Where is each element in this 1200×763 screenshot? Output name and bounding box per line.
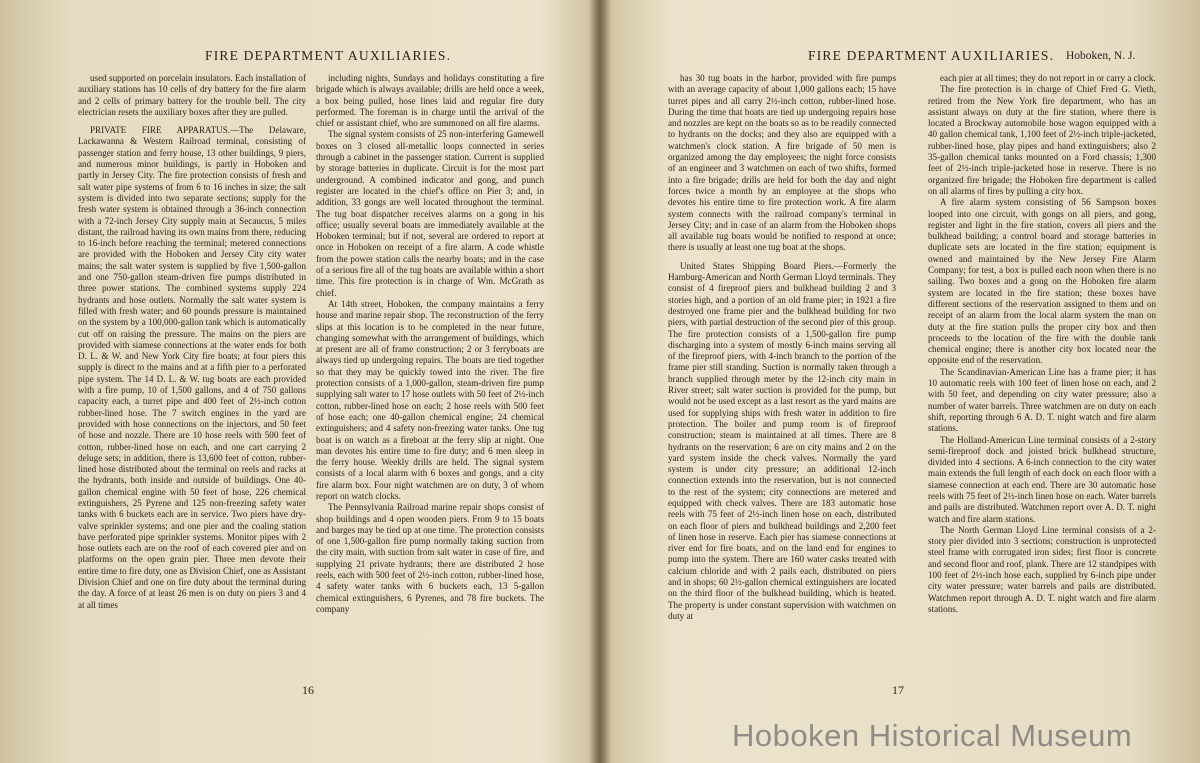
paragraph: United States Shipping Board Piers.—Formerly the Hamburg-American and North German Lloyd terminals. They consist of 4 fireproof piers and bulkhead building 2 and 3 stories high, and a portion of an old frame pier; in 1921 a fire destroyed one frame pier and the bulkhead building for two piers, with partial destruction of the second pier of this group. The fire protection consists of a 1,500-gallon fire pump discharging into a system of mostly 6-inch mains serving all of the fireproof piers, with 4-inch branch to the portion of the frame pier still standing. Suction is normally taken through a branch supplied through meter by the 12-inch city main in River street; salt water suction is provided for the pump, but would not be used except as a last resort as the yard mains are used for supplying ships with fresh water in addition to fire protection. The boiler and pump room is of fireproof construction; steam is maintained at all times. There are 8 hydrants on the reservation; 6 are on city mains and 2 on the yard system inside the check valves. Normally the yard system is under city pressure; an additional 12-inch connection extends into the reservation, but is not connected to the rest of the system; city connections are metered and equipped with check valves. There are 183 automatic hose reels with 75 feet of 2½-inch linen hose on each, distributed on each floor of piers and bulkhead buildings and 2,200 feet of linen hose in reserve. Each pier has siamese connections at river end for fire boats, and on the land end for engines to pump into the system. There are 160 water casks treated with calcium chloride and with 2 pails each, distributed on piers and in shops; 60 2½-gallon chemical extinguishers are located on the third floor of the bulkhead building, which is heated. The property is under constant supervision with watchmen on duty at bbox=[668, 260, 896, 621]
paragraph: The North German Lloyd Line terminal consists of a 2-story pier divided into 3 sections; construction is unprotected steel frame with corrugated iron sides; first floor is concrete and second floor and roof, plank. There are 12 standpipes with 100 feet of 2½-inch hose each, supplied by 6-inch pipe under city water pressure; water barrels and pails are distributed. Watchmen report through A. D. T. night watch and fire alarm stations. bbox=[928, 524, 1156, 614]
text-column-right-b bbox=[928, 73, 1156, 709]
paragraph: The fire protection is in charge of Chief Fred G. Vieth, retired from the New York fire department, who has an assistant always on duty at the fire station, where there is located a Brockway automobile hose wagon equipped with a 40 gallon chemical tank, 1,100 feet of 2½-inch triple-jacketed, rubber-lined hose, play pipes and hand extinguishers; also 2 35-gallon chemical tanks mounted on a Ford chassis; 1,300 feet of 2½-inch triple-jacketed hose in reserve. There is no organized fire brigade; the Hoboken fire department is called on all alarms of fires by pulling a city box. bbox=[928, 84, 1156, 196]
paragraph: The Scandinavian-American Line has a frame pier; it has 10 automatic reels with 100 feet of linen hose on each, and 2 with 50 feet, and depending on city water pressure; also a number of water barrels. Three watchmen are on duty on each shift, reporting through 6 A. D. T. night watch and fire alarm stations. bbox=[928, 366, 1156, 434]
running-head: FIRE DEPARTMENT AUXILIARIES. bbox=[808, 48, 1055, 63]
paragraph: The Holland-American Line terminal consists of a 2-story semi-fireproof dock and joisted brick bulkhead structure, divided into 4 sections. A 6-inch connection to the city water main extends the full length of each dock on each floor with a siamese connection at each end. There are 30 automatic hose reels with 75 feet of 2½-inch linen hose on each. Water barrels and pails are distributed. Watchmen report over A. D. T. night watch and fire alarm stations. bbox=[928, 434, 1156, 524]
museum-watermark: Hoboken Historical Museum bbox=[732, 718, 1133, 753]
paragraph: including nights, Sundays and holidays constituting a fire brigade which is always available; drills are held once a week, a box being pulled, hose lines laid and regular fire duty performed. The foreman is in charge until the arrival of the chief or assistant chief, who are summoned on all fire alarms. bbox=[316, 73, 544, 129]
text-column-left-a bbox=[78, 73, 306, 679]
paragraph: each pier at all times; they do not report in or carry a clock. bbox=[940, 73, 1156, 83]
paragraph: PRIVATE FIRE APPARATUS.—The Delaware, Lackawanna & Western Railroad terminal, consisting of passenger station and ferry house, 13 other buildings, 9 piers, and numerous minor buildings, is partly in Hoboken and partly in Jersey City. The fire protection consists of fresh and salt water pipe systems of from 6 to 16 inches in size; the salt system is divided into two separate sections; supply for the fresh water system is obtained through a 36-inch connection with a 72-inch Jersey City supply main at Secaucus, 5 miles distant, the railroad having its own mains from there, reducing to 16-inch before reaching the terminal; metered connections are provided with the Hoboken and Jersey City city water mains; the salt water system is supplied by five 1,500-gallon and one 750-gallon steam-driven fire pumps distributed in three power stations. The combined systems supply 224 hydrants and hose outlets. Normally the salt water system is filled with fresh water; and 60 pounds pressure is maintained on the system by a 100,000-gallon tank which is automatically cut off on raising the pressure. The mains on the piers are provided with siamese connections at the water ends for both D. L. & W. and New York City fire boats; at four piers this supply is direct to the mains and at a fifth pier to a perforated pipe system. The 14 D. L. & W. tug boats are each provided with a fire pump, 10 of 1,500 gallons, and 4 of 750 gallons capacity each, a turret pipe and 400 feet of 2½-inch cotton rubber-lined hose. The 7 switch engines in the yard are provided with hose connections on the injectors, and 50 feet of hose and nozzle. There are 10 hose reels with 500 feet of cotton, rubber-lined hose on each, and one cart carrying 2 deluge sets; in addition, there is 13,600 feet of cotton, rubber-lined hose distributed about the terminal on reels and racks at the hydrants, both inside and outside of buildings. One 40-gallon chemical engine with 50 feet of hose, 226 chemical extinguishers, 25 Pyrene and 125 non-freezing safety water tanks with 6 buckets each are in service. Two piers have dry-valve sprinkler systems; and one pier and the coaling station have perforated pipe sprinkler systems. Monitor pipes with 2 hose outlets each are on the roof of each covered pier and on platforms on the open grain pier. Three men devote their entire time to fire duty, one as Division Chief, one as Assistant Division Chief and one on fire duty about the terminal during the day. A force of at least 26 men is on duty on piers 3 and 4 at all times bbox=[78, 125, 306, 610]
paragraph: A fire alarm system consisting of 56 Sampson boxes looped into one circuit, with gongs on all piers, and gong, register and light in the fire station, covers all piers and the bulkhead building; a control board and storage batteries in duplicate sets are located in the fire station; equipment is owned and maintained by the New Jersey Fire Alarm Company; for test, a box is pulled each noon when there is no sailing. Two boxes and a gong on the Hoboken fire alarm system are located in the fire station; these boxes have different sections of the reservation assigned to them and on receipt of an alarm from the local alarm system the man on duty at the fire station pulls the proper city box and then proceeds to the location of the fire with the double tank chemical engine; there is another city box located near the opposite end of the reservation. bbox=[928, 197, 1156, 366]
running-head: FIRE DEPARTMENT AUXILIARIES. bbox=[205, 48, 452, 63]
paragraph: used supported on porcelain insulators. Each installation of auxiliary stations has 10 cells of dry battery for the fire alarm and 2 cells of primary battery for the trouble bell. The city electrician resets the auxiliary boxes after they are pulled. bbox=[78, 73, 306, 117]
paragraph: The Pennsylvania Railroad marine repair shops consist of shop buildings and 4 open wooden piers. From 9 to 15 boats and barges may be tied up at one time. The protection consists of one 1,500-gallon fire pump normally taking suction from the city main, with suction from salt water in case of fire, and supplying 21 private hydrants; there are distributed 2 hose reels, each with 500 feet of 2½-inch cotton, rubber-lined hose, 4 safety water tanks with 6 buckets each, 13 5-gallon chemical extinguishers, 6 Pyrenes, and 78 fire buckets. The company bbox=[316, 502, 544, 614]
paragraph: The signal system consists of 25 non-interfering Gamewell boxes on 3 closed all-metallic loops connected in series through a cabinet in the passenger station. Current is supplied by storage batteries in duplicate. Circuit is for the most part underground. A combined indicator and gong, and punch register are located in the chief's office on Pier 3; and, in addition, 33 gongs are well located throughout the terminal. The tug boat dispatcher receives alarms on a gong in his office; usually several boats are immediately available at the Hoboken terminal; but if not, several are ordered to report at once in Hoboken on receipt of a fire alarm. A code whistle from the power station calls the nearby boats; and in the case of a serious fire all of the tug boats are available within a short time. This fire protection is in charge of Wm. McGrath as chief. bbox=[316, 129, 544, 298]
right-page bbox=[600, 0, 1200, 763]
page-number: 16 bbox=[302, 683, 314, 697]
paragraph: At 14th street, Hoboken, the company maintains a ferry house and marine repair shop. The reconstruction of the ferry slips at this location is to be completed in the near future, changing somewhat with the arrangement of buildings, which at present are all of frame construction; 2 or 3 ferryboats are always tied up undergoing repairs. The boats are tied together so that they may be quickly towed into the river. The fire protection consists of a 1,000-gallon, steam-driven fire pump supplying salt water to 17 hose outlets with 50 feet of 2½-inch cotton, rubber-lined hose on each; 2 hose reels with 500 feet of hose each; one 40-gallon chemical engine; 24 chemical extinguishers; and 4 safety non-freezing water tanks. One tug boat is on watch as a fireboat at the ferry slip at night. One man devotes his entire time to fire duty; and 6 men sleep in the ferry house. Weekly drills are held. The signal system consists of a local alarm with 6 boxes and gongs, and a city fire alarm box. Four night watchmen are on duty, 3 of whom report on watch clocks. bbox=[316, 298, 544, 501]
running-place: Hoboken, N. J. bbox=[1066, 50, 1136, 62]
page-number: 17 bbox=[892, 683, 904, 697]
text-column-left-b bbox=[316, 73, 544, 679]
paragraph: has 30 tug boats in the harbor, provided with fire pumps with an average capacity of about 1,000 gallons each; 15 have turret pipes and all carry 2½-inch cotton, rubber-lined hose. During the time that boats are tied up undergoing repairs hose and nozzles are kept on the boats so as to be readily connected to hydrants on the docks; and they also are equipped with a watchmen's clock station. A fire brigade of 50 men is organized among the day employees; the night force consists of an engineer and 3 watchmen on each of two shifts, formed into a fire brigade; drills are held for both the day and night forces twice a month by an employee at the shops who devotes his entire time to fire protection work. A fire alarm system connects with the railroad company's terminal in Jersey City; and in case of an alarm from the Hoboken shops all available tug boats would be notified to respond at once; there is usually at least one tug boat at the shops. bbox=[668, 73, 896, 253]
book-gutter bbox=[590, 0, 610, 763]
text-column-right-a bbox=[668, 73, 896, 709]
